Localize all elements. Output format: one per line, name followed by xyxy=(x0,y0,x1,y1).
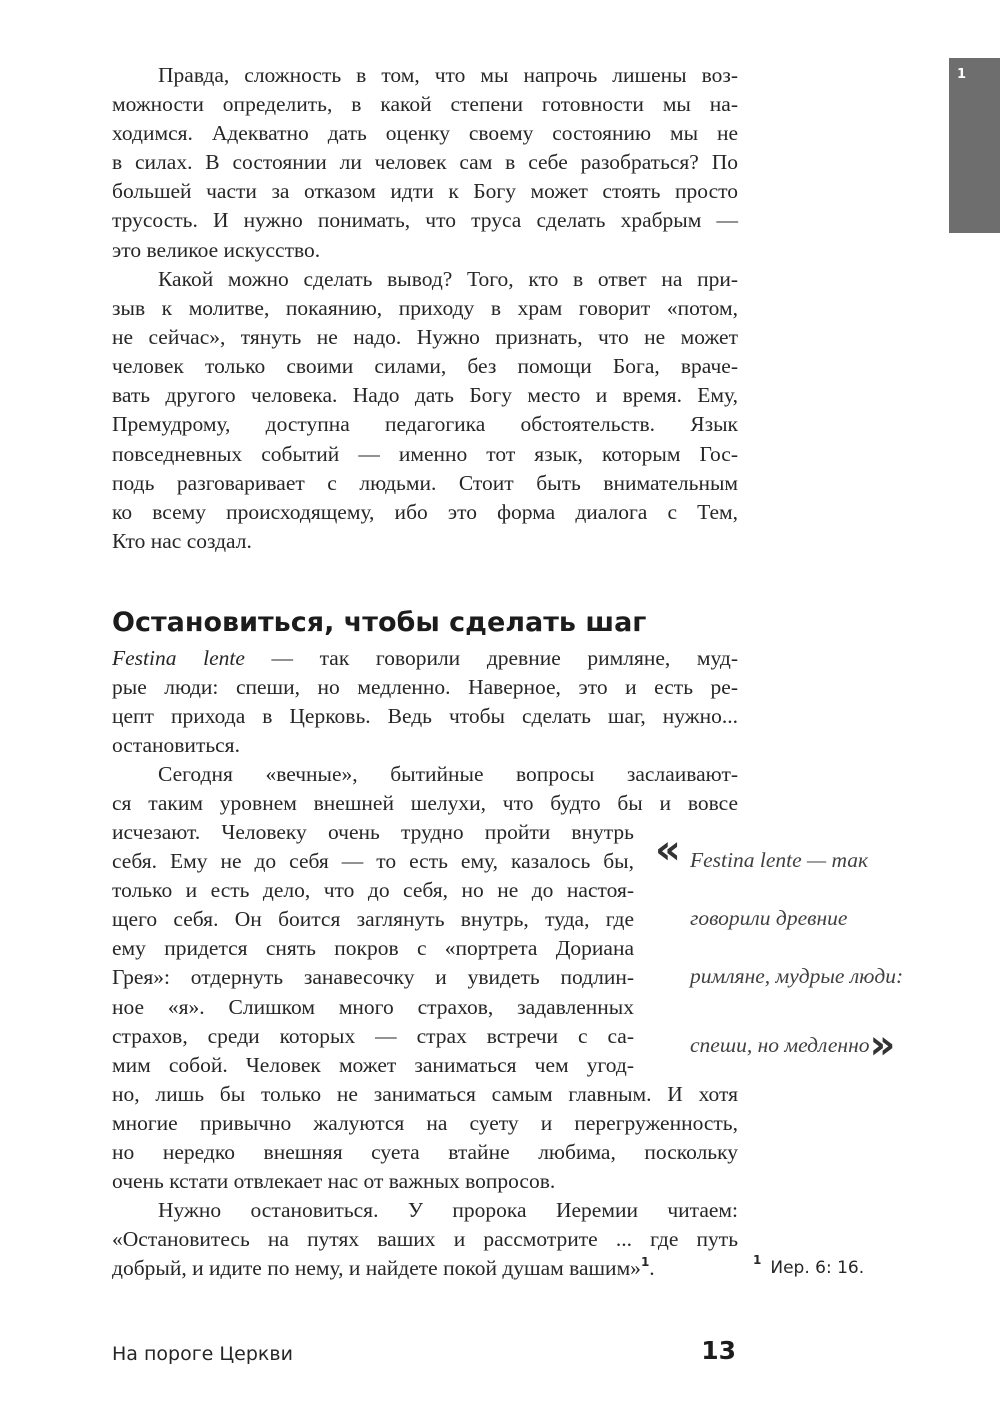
text-line: Правда, сложность в том, что мы напрочь лишены воз- xyxy=(158,63,738,87)
text-line: трусость. И нужно понимать, что труса сделать храбрым — xyxy=(112,208,738,233)
text-fragment: — так говорили древние римляне, муд- xyxy=(244,646,738,670)
pull-quote-line: Festina lente — так xyxy=(690,848,869,872)
text-line: ся таким уровнем внешней шелухи, что будто бы и вовсе xyxy=(112,791,738,816)
pull-quote-line: римляне, мудрые люди: xyxy=(690,964,904,988)
intro-paragraph-1 xyxy=(112,61,738,265)
text-line: ему придется снять покров с «портрета Дориана xyxy=(112,936,634,961)
pull-quote-line: говорили древние xyxy=(690,906,848,930)
text-fragment: . xyxy=(649,1256,655,1281)
text-line: мим собой. Человек может заниматься чем угод- xyxy=(112,1052,634,1077)
pull-quote-line xyxy=(690,1022,895,1068)
text-line xyxy=(112,1254,738,1283)
text-line: но нередко внешняя суета втайне любима, поскольку xyxy=(112,1140,738,1165)
text-line: ходимся. Адекватно дать оценку своему состоянию мы не xyxy=(112,121,738,146)
section-paragraph-3 xyxy=(112,1196,738,1283)
chapter-tab xyxy=(949,58,1000,233)
intro-paragraph-2 xyxy=(112,265,738,556)
text-line: исчезают. Человеку очень трудно пройти внутрь xyxy=(112,820,634,844)
text-line: цепт прихода в Церковь. Ведь чтобы сделать шаг, нужно... xyxy=(112,704,738,729)
text-line: не сейчас», тянуть не надо. Нужно признать, что не может xyxy=(112,325,738,350)
text-line: ное «я». Слишком много страхов, задавленных xyxy=(112,994,634,1019)
section-paragraph-2-start xyxy=(112,760,738,818)
footnote-text: Иер. 6: 16. xyxy=(770,1258,865,1278)
running-footer-title: На пороге Церкви xyxy=(112,1343,293,1365)
text-line: повседневных событий — именно тот язык, которым Гос- xyxy=(112,441,738,466)
text-line: большей части за отказом идти к Богу может стоять просто xyxy=(112,179,738,204)
text-line: «Остановитесь на путях ваших и рассмотрите ... где путь xyxy=(112,1227,738,1252)
section-paragraph-1 xyxy=(112,644,738,760)
section-paragraph-2-end xyxy=(112,1080,738,1196)
text-line: ко всему происходящему, ибо это форма диалога с Тем, xyxy=(112,499,738,524)
text-line: вать другого человека. Надо дать Богу место и время. Ему, xyxy=(112,383,738,408)
text-line: Грея»: отдернуть занавесочку и увидеть подлин- xyxy=(112,965,634,990)
text-line: страхов, среди которых — страх встречи с са- xyxy=(112,1023,634,1048)
text-line: Премудрому, доступна педагогика обстоятельств. Язык xyxy=(112,412,738,437)
text-line: можности определить, в какой степени готовности мы на- xyxy=(112,92,738,117)
text-line: зыв к молитве, покаянию, приходу в храм говорит «потом, xyxy=(112,296,738,321)
text-line: Нужно остановиться. У пророка Иеремии читаем: xyxy=(158,1198,738,1222)
text-line: подь разговаривает с людьми. Стоит быть внимательным xyxy=(112,470,738,495)
text-line: рые люди: спеши, но медленно. Наверное, это и есть ре- xyxy=(112,675,738,700)
footnote-number: 1 xyxy=(753,1253,762,1267)
close-quote-icon: » xyxy=(869,1022,896,1068)
text-line: себя. Ему не до себя — то есть ему, казалось бы, xyxy=(112,849,634,874)
text-line: остановиться. xyxy=(112,733,240,758)
open-quote-icon: « xyxy=(655,827,681,873)
text-line: очень кстати отвлекает нас от важных вопросов. xyxy=(112,1169,556,1194)
footnote-reference[interactable]: 1 xyxy=(640,1255,650,1270)
pull-quote-text: спеши, но медленно xyxy=(690,1033,870,1057)
footnote xyxy=(753,1253,864,1283)
text-line: Сегодня «вечные», бытийные вопросы заслаивают- xyxy=(158,762,738,786)
latin-phrase: Festina lente xyxy=(112,646,245,670)
text-line: Какой можно сделать вывод? Того, кто в ответ на при- xyxy=(158,267,738,291)
text-line: человек только своими силами, без помощи Бога, враче- xyxy=(112,354,738,379)
page-number: 13 xyxy=(701,1336,736,1365)
text-line: в силах. В состоянии ли человек сам в себе разобраться? По xyxy=(112,150,738,175)
text-line: это великое искусство. xyxy=(112,237,321,262)
text-line: многие привычно жалуются на суету и перегруженность, xyxy=(112,1111,738,1136)
text-line: только и есть дело, что до себя, но не до настоя- xyxy=(112,878,634,903)
section-heading: Остановиться, чтобы сделать шаг xyxy=(112,607,647,638)
text-line: Кто нас создал. xyxy=(112,528,252,553)
text-line: щего себя. Он боится заглянуть внутрь, туда, где xyxy=(112,907,634,932)
text-line: но, лишь бы только не заниматься самым главным. И хотя xyxy=(112,1082,738,1106)
text-line xyxy=(112,644,738,673)
chapter-tab-number: 1 xyxy=(957,67,967,82)
section-paragraph-2-narrow xyxy=(112,818,634,1080)
text-fragment: добрый, и идите по нему, и найдете покой душам вашим» xyxy=(112,1256,641,1281)
